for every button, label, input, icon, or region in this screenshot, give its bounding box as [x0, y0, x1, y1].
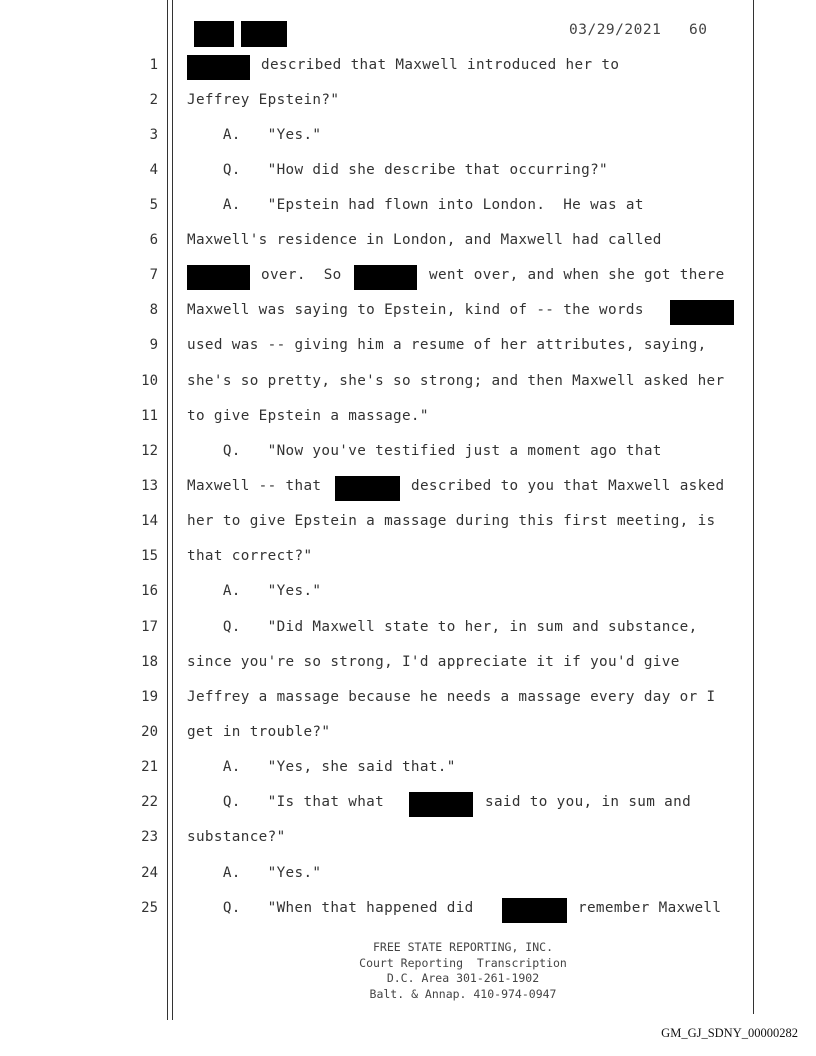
transcript-line: A. "Yes." [187, 127, 322, 143]
transcript-line: Jeffrey a massage because he needs a massage every day or I [187, 689, 716, 705]
transcript-line: Jeffrey Epstein?" [187, 92, 340, 108]
transcript-line: said to you, in sum and [485, 794, 692, 810]
transcript-line: A. "Epstein had flown into London. He was at [187, 197, 644, 213]
redaction-bar [409, 792, 473, 817]
header-date-page [569, 22, 707, 38]
transcript-line: remember Maxwell [578, 900, 722, 916]
transcript-line: that correct?" [187, 548, 313, 564]
redaction-bar [187, 55, 250, 80]
transcript-line: Maxwell -- that [187, 478, 322, 494]
line-number: 3 [149, 127, 158, 143]
bates-number: GM_GJ_SDNY_00000282 [661, 1026, 798, 1040]
line-number: 21 [141, 759, 158, 775]
transcript-line: Q. "Did Maxwell state to her, in sum and substance, [187, 619, 698, 635]
line-number: 23 [141, 829, 158, 845]
line-number: 9 [149, 337, 158, 353]
line-number: 13 [141, 478, 158, 494]
transcript-line: Q. "Now you've testified just a moment ago that [187, 443, 662, 459]
transcript-line: described that Maxwell introduced her to [261, 57, 620, 73]
line-number: 1 [149, 57, 158, 73]
page-number: 60 [689, 22, 708, 38]
transcript-line: went over, and when she got there [429, 267, 725, 283]
line-number: 22 [141, 794, 158, 810]
transcript-line: A. "Yes, she said that." [187, 759, 456, 775]
transcript-line: A. "Yes." [187, 583, 322, 599]
line-number: 7 [149, 267, 158, 283]
redaction-bar [502, 898, 567, 923]
reporter-footer [290, 940, 636, 1002]
footer-company: FREE STATE REPORTING, INC. [372, 940, 553, 954]
line-number: 24 [141, 865, 158, 881]
transcript-line: substance?" [187, 829, 286, 845]
line-number: 16 [141, 583, 158, 599]
transcript-line: over. So [261, 267, 342, 283]
redaction-bar [354, 265, 417, 290]
line-number: 10 [141, 373, 158, 389]
line-number: 2 [149, 92, 158, 108]
left-margin-rule [167, 0, 168, 1020]
redaction-bar [187, 265, 250, 290]
line-number: 20 [141, 724, 158, 740]
line-number: 15 [141, 548, 158, 564]
header-redaction [194, 21, 234, 47]
line-number: 11 [141, 408, 158, 424]
right-margin-rule [753, 0, 754, 1014]
redaction-bar [670, 300, 734, 325]
transcript-line: she's so pretty, she's so strong; and then Maxwell asked her [187, 373, 725, 389]
line-number: 12 [141, 443, 158, 459]
line-number: 25 [141, 900, 158, 916]
line-number: 5 [149, 197, 158, 213]
transcript-line: to give Epstein a massage." [187, 408, 429, 424]
line-number: 8 [149, 302, 158, 318]
transcript-line: get in trouble?" [187, 724, 331, 740]
footer-phone-dc: D.C. Area 301-261-1902 [386, 971, 540, 985]
left-margin-rule-inner [172, 0, 173, 1020]
transcript-line: since you're so strong, I'd appreciate it if you'd give [187, 654, 680, 670]
transcript-line: Maxwell was saying to Epstein, kind of -- the words [187, 302, 644, 318]
transcript-line: used was -- giving him a resume of her attributes, saying, [187, 337, 707, 353]
transcript-line: A. "Yes." [187, 865, 322, 881]
transcript-line: described to you that Maxwell asked [411, 478, 725, 494]
header-date: 03/29/2021 [569, 22, 662, 38]
line-number: 19 [141, 689, 158, 705]
redaction-bar [335, 476, 400, 501]
header-redaction [241, 21, 287, 47]
transcript-line: her to give Epstein a massage during this first meeting, is [187, 513, 716, 529]
line-number: 6 [149, 232, 158, 248]
transcript-line: Q. "How did she describe that occurring?" [187, 162, 608, 178]
footer-phone-balt: Balt. & Annap. 410-974-0947 [369, 986, 557, 1001]
line-number: 18 [141, 654, 158, 670]
transcript-line: Q. "When that happened did [187, 900, 474, 916]
line-number: 14 [141, 513, 158, 529]
transcript-line: Maxwell's residence in London, and Maxwell had called [187, 232, 662, 248]
footer-services: Court Reporting Transcription [359, 955, 567, 970]
transcript-line: Q. "Is that what [187, 794, 385, 810]
line-number: 4 [149, 162, 158, 178]
line-number: 17 [141, 619, 158, 635]
